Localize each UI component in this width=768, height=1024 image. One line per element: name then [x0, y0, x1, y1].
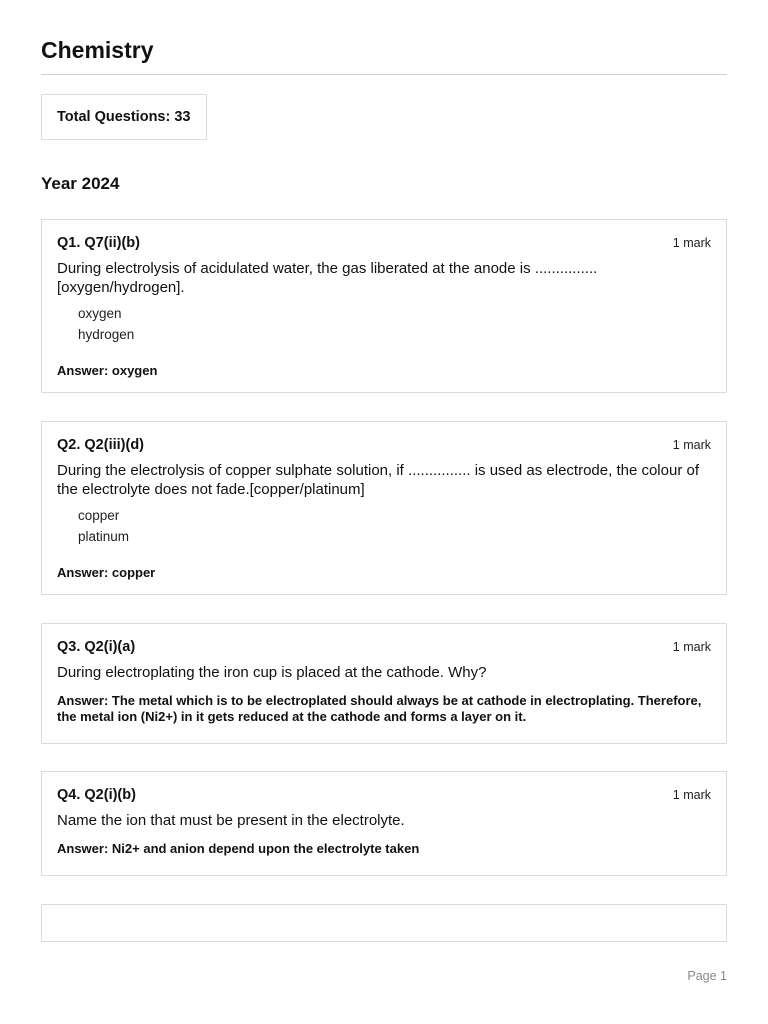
option-list — [57, 304, 711, 345]
question-header — [57, 786, 711, 808]
page-title: Chemistry — [41, 37, 154, 63]
option-list — [57, 506, 711, 547]
year-heading: Year 2024 — [41, 174, 120, 193]
question-text: Name the ion that must be present in the electrolyte. — [57, 812, 405, 829]
answer-text: Answer: copper — [57, 565, 156, 580]
question-label: Q1. Q7(ii)(b) — [57, 235, 140, 251]
option-item: platinum — [78, 528, 130, 544]
question-marks: 1 mark — [672, 438, 711, 452]
option-item: oxygen — [78, 306, 122, 321]
question-header — [57, 638, 711, 660]
title-divider — [41, 74, 727, 75]
answer-text: Answer: oxygen — [57, 363, 158, 378]
question-card-placeholder — [41, 904, 727, 942]
question-marks: 1 mark — [672, 788, 711, 802]
question-card-q4 — [41, 771, 727, 876]
question-label: Q2. Q2(iii)(d) — [57, 437, 144, 453]
question-text: During electrolysis of acidulated water, the gas liberated at the anode is ............... [oxygen/hydrogen]. — [57, 260, 598, 296]
question-marks: 1 mark — [672, 236, 711, 250]
total-questions-box: Total Questions: 33 — [41, 94, 207, 140]
question-label: Q3. Q2(i)(a) — [57, 639, 136, 655]
question-card-q2 — [41, 421, 727, 595]
option-item: hydrogen — [78, 326, 135, 342]
question-text: During electroplating the iron cup is placed at the cathode. Why? — [57, 664, 487, 681]
question-header — [57, 234, 711, 256]
question-text: During the electrolysis of copper sulphate solution, if ............... is used as electrode, the colour of the electrolyte does not fade.[copper/platinum] — [57, 462, 699, 498]
question-card-q1 — [41, 219, 727, 393]
question-label: Q4. Q2(i)(b) — [57, 787, 136, 803]
question-marks: 1 mark — [672, 640, 711, 654]
question-card-q3 — [41, 623, 727, 744]
question-header — [57, 436, 711, 458]
option-item: copper — [78, 508, 120, 523]
answer-text: Answer: Ni2+ and anion depend upon the electrolyte taken — [57, 841, 420, 856]
page-number: Page 1 — [687, 969, 727, 983]
answer-text: Answer: The metal which is to be electroplated should always be at cathode in electroplating. Therefore, the metal ion (Ni2+) in it gets reduced at the cathode and forms a layer on it. — [57, 693, 702, 724]
